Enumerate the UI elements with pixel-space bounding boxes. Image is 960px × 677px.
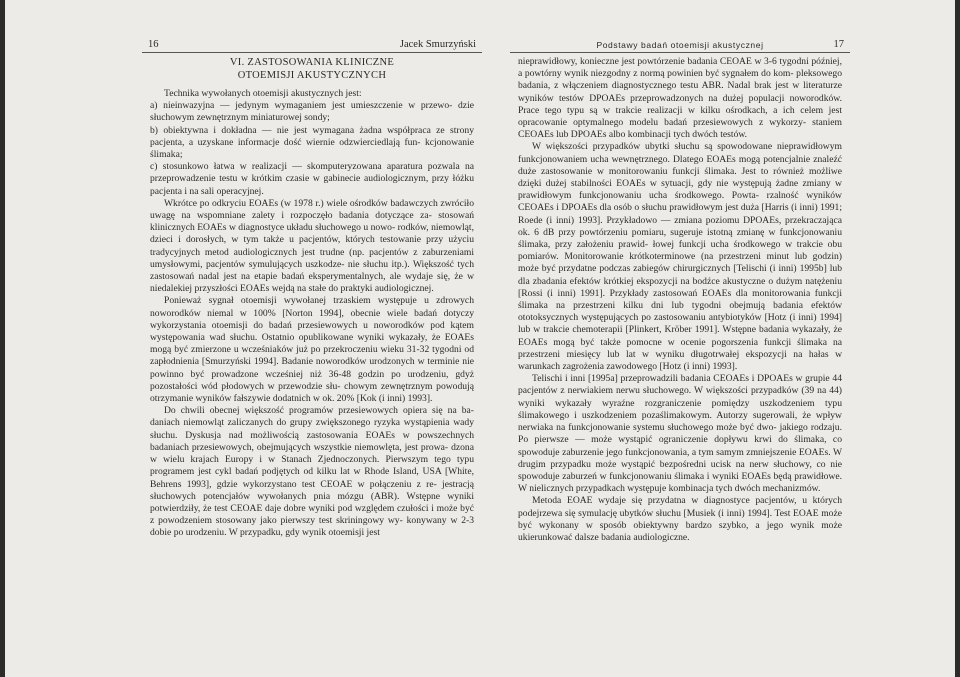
list-item-b: b) obiektywna i dokładna — nie jest wymagana żadna współpraca ze strony pacjenta, a uzyskane informacje dość wiernie odzwierciedlają fun- kcjonowanie ślimaka; — [150, 124, 474, 161]
list-intro: Technika wywołanych otoemisji akustycznych jest: — [164, 88, 362, 99]
left-running-header — [142, 38, 482, 53]
chapter-title-line2: OTOEMISJI AKUSTYCZNYCH — [237, 70, 387, 81]
left-page-body — [150, 56, 474, 540]
continued-paragraph: nieprawidłowy, konieczne jest powtórzenie badania CEOAE w 3-6 tygodni później, a powtórny wynik niezgodny z normą powinien być sygnałem do kom- pleksowego badania, z włączeniem diagnostycznego testu ABR. Nadal brak jest w literaturze wyników testów DPOAEs przeprowadzonych na dużej populacji noworodków. Prace tego typu są w trakcie realizacji w kilku ośrodkach, a ich celem jest opracowanie optymalnego modelu badań przesiewowych z wykorzy- staniem CEOAEs lub DPOAEs albo kombinacji tych dwóch testów. — [518, 56, 842, 141]
right-page-number: 17 — [833, 39, 844, 50]
left-page — [142, 0, 482, 677]
left-page-number: 16 — [148, 39, 159, 50]
paragraph-1: Wkrótce po odkryciu EOAEs (w 1978 r.) wiele ośrodków badawczych zwróciło uwagę na wspomniane zalety i rozpoczęło badania dotyczące za- stosowań klinicznych EOAEs w diagnostyce układu słuchowego u nowo- rodków, niemowląt, dzieci i dorosłych, w tym także u pacjentów, których testowanie przy użyciu tradycyjnych metod audiologicznych jest trudne (np. pacjentów z zaburzeniami umysłowymi, pacjentów symulujących uszkodze- nie słuchu itp.). Większość tych zastosowań nadal jest na etapie badań eksperymentalnych, ale wydaje się, że w niedalekiej przyszłości EOAEs wejdą na stałe do praktyki audiologicznej. — [150, 197, 474, 295]
paragraph-monitoring: W większości przypadków ubytki słuchu są spowodowane nieprawidłowym funkcjonowaniem ucha wewnętrznego. Dlatego EOAEs mogą potencjalnie znaleźć duże zastosowanie w monitorowaniu funkcji ślimaka. Jest to również możliwe dzięki dużej stabilności EOAEs w sytuacji, gdy nie występują żadne zmiany w prawidłowym funkcjonowaniu ucha środkowego. Powta- rzalność wyników CEOAEs i DPOAEs dla osób o słuchu prawidłowym jest duża [Harris (i inni) 1991; Roede (i inni) 1993]. Przykładowo — zmiana poziomu DPOAEs, przekraczająca ok. 6 dB przy powtórzeniu pomiaru, sugeruje istotną zmianę w funkcjonowaniu ślimaka, przy założeniu prawid- łowej funkcji ucha środkowego w trakcie obu pomiarów. Monitorowanie krótkoterminowe (na przestrzeni minut lub godzin) może być przydatne podczas zabiegów chirurgicznych [Telischi (i inni) 1995b] lub dla zbadania efektów krótkiej ekspozycji na bodźce akustyczne o dużym natężeniu [Rossi (i inni) 1991]. Przykłady zastosowań EOAEs dla monitorowania funkcji ślimaka na przestrzeni kilku dni lub tygodni obejmują badania efektów ototoksycznych występujących po zastosowaniu antybiotyków [Hotz (i inni) 1994] lub w trakcie chemoterapii [Plinkert, Kröber 1991]. Wstępne badania wykazały, że EOAEs mogą być także pomocne w ocenie pogorszenia funkcji ślimaka na przestrzeni miesięcy lub lat w wyniku długotrwałej ekspozycji na hałas w warunkach zagrożenia zawodowego [Hotz (i inni) 1993]. — [518, 141, 842, 373]
right-page-body — [518, 56, 842, 544]
right-edge-shadow — [955, 0, 960, 677]
paragraph-simulation: Metoda EOAE wydaje się przydatna w diagnostyce pacjentów, u których podejrzewa się symulację ubytków słuchu [Musiek (i inni) 1994]. Test EOAE może być wykonany w sposób obiektywny bardzo szybko, a jego wynik może ukierunkować dalsze badania audiologiczne. — [518, 495, 842, 543]
left-edge-shadow — [0, 0, 5, 677]
left-author: Jacek Smurzyński — [399, 39, 476, 50]
list-item-a: a) nieinwazyjna — jedynym wymaganiem jest umieszczenie w przewo- dzie słuchowym zewnętrznym miniaturowej sondy; — [150, 100, 474, 124]
chapter-title-line1: VI. ZASTOSOWANIA KLINICZNE — [229, 57, 395, 68]
right-running-header — [510, 38, 850, 53]
paragraph-3: Do chwili obecnej większość programów przesiewowych opiera się na ba- daniach niemowląt zaliczanych do grupy zwiększonego ryzyka wystąpienia wady słuchu. Dyskusja nad możliwością zastosowania EOAEs w powszechnych badaniach przesiewowych, obejmujących wszystkie niemowlęta, jest prowa- dzona w wielu krajach Europy i w Stanach Zjednoczonych. Pierwszym tego typu programem jest cykl badań podjętych od kilku lat w Rhode Island, USA [White, Behrens 1993], gdzie wykorzystano test CEOAE w połączeniu z re- jestracją słuchowych potencjałów wywołanych pnia mózgu (ABR). Wstępne wyniki potwierdziły, że test CEOAE daje dobre wyniki pod względem czułości i może być z powodzeniem stosowany jako pierwszy test skriningowy wy- konywany w 2-3 dobie po urodzeniu. W przypadku, gdy wynik otoemisji jest — [150, 405, 474, 539]
paragraph-2: Ponieważ sygnał otoemisji wywołanej trzaskiem występuje u zdrowych noworodków niemal w 100% [Norton 1994], obecnie wiele badań dotyczy wykorzystania otoemisji do badań przesiewowych u noworodków pod kątem występowania wad słuchu. Ostatnio opublikowane wyniki wykazały, że EOAEs mogą być zmierzone u wcześniaków już po przekroczeniu wieku 31-32 tygodni od zapłodnienia [Smurzyński 1994]. Badanie noworodków urodzonych w terminie nie powinno być prowadzone wcześniej niż 36-48 godzin po urodzeniu, gdyż pozostałości wód płodowych w przewodzie słu- chowym zewnętrznym powodują otrzymanie wyników fałszywie dodatnich w ok. 20% [Kok (i inni) 1993]. — [150, 295, 474, 405]
right-title: Podstawy badań otoemisji akustycznej — [596, 40, 764, 50]
right-page — [510, 0, 850, 677]
paragraph-telischi: Telischi i inni [1995a] przeprowadzili badania CEOAEs i DPOAEs w grupie 44 pacjentów z nerwiakiem nerwu słuchowego. W większości przypadków (39 na 44) wyniki wykazały wyraźne rozgraniczenie pomiędzy uszkodzeniem typu ślimakowego i uszkodzeniem pozaślimakowym. Autorzy sugerowali, że wpływ nerwiaka na funkcjonowanie systemu słuchowego może być dwo- jakiego rodzaju. Po pierwsze — może wystąpić ograniczenie dopływu krwi do ślimaka, co spowoduje zaburzenie jego funkcjonowania, a tym samym zmniejszenie EOAEs. W drugim przypadku może wystąpić bezpośredni ucisk na nerw słuchowy, co nie spowoduje zaburzeń w funkcjonowaniu ślimaka i wyniki EOAEs będą prawidłowe. W nielicznych przypadkach występuje kombinacja tych dwóch mechanizmów. — [518, 373, 842, 495]
list-item-c: c) stosunkowo łatwa w realizacji — skomputeryzowana aparatura pozwala na przeprowadzenie testu w krótkim czasie w gabinecie audiologicznym, przy łóżku pacjenta i na sali operacyjnej. — [150, 161, 474, 197]
